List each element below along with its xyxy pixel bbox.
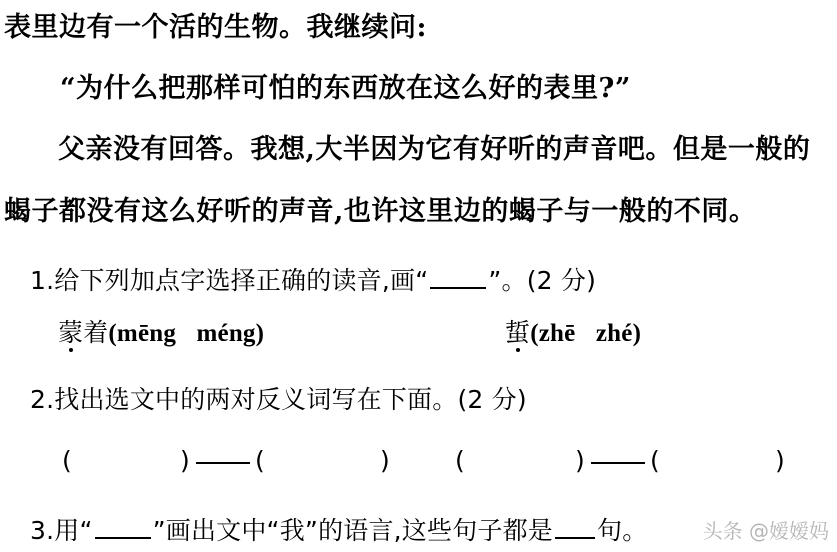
- question-2: 2.找出选文中的两对反义词写在下面。(2 分): [30, 385, 527, 414]
- pinyin-item-1: [58, 320, 264, 346]
- passage-line-2: “为什么把那样可怕的东西放在这么好的表里?”: [60, 73, 631, 104]
- answer-blank-3[interactable]: [555, 512, 595, 539]
- question-1: [30, 262, 596, 293]
- question-3: [30, 512, 647, 543]
- question-3-suffix: ”画出文中“我”的语言,这些句子都是: [152, 516, 554, 545]
- pinyin-options-1[interactable]: (mēng méng): [108, 320, 265, 347]
- passage-line-4: 蝎子都没有这么好听的声音,也许这里边的蝎子与一般的不同。: [4, 196, 757, 227]
- pinyin-item-2: [505, 320, 641, 346]
- dash-2: [591, 462, 645, 464]
- underline-blank: [95, 512, 151, 539]
- question-3-prefix: 3.用“: [30, 516, 93, 545]
- passage-line-3: 父亲没有回答。我想,大半因为它有好听的声音吧。但是一般的: [58, 134, 811, 165]
- paren-open-3: (: [455, 446, 465, 475]
- pinyin-item-1-rest: 着: [83, 318, 109, 347]
- paren-close-4: ): [775, 446, 785, 475]
- dotted-char-1: 蒙: [58, 318, 84, 347]
- paren-close-3: ): [575, 446, 585, 475]
- paren-open-4: (: [650, 446, 660, 475]
- question-1-suffix: ”。(2 分): [488, 266, 597, 295]
- passage-line-1: 表里边有一个活的生物。我继续问:: [4, 12, 427, 43]
- watermark: 头条 @嫒嫒妈: [702, 519, 829, 543]
- paren-open-1: (: [62, 446, 72, 475]
- dotted-char-2: 蜇: [505, 318, 531, 347]
- paren-open-2: (: [255, 446, 265, 475]
- answer-blank-line: [430, 262, 486, 289]
- dash-1: [196, 462, 250, 464]
- paren-close-1: ): [180, 446, 190, 475]
- pinyin-options-2[interactable]: (zhē zhé): [530, 320, 642, 347]
- question-3-tail: 句。: [597, 516, 648, 545]
- paren-close-2: ): [380, 446, 390, 475]
- question-1-prefix: 1.给下列加点字选择正确的读音,画“: [30, 266, 429, 295]
